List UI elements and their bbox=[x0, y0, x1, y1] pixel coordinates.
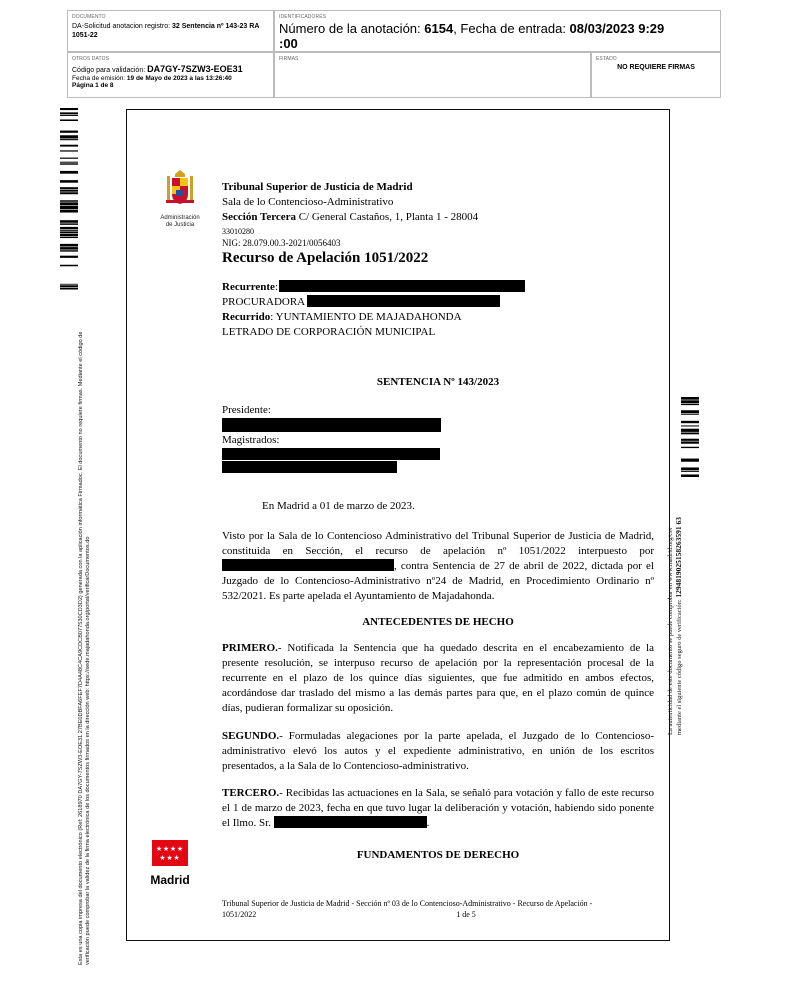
barcode-bar bbox=[60, 108, 78, 110]
barcode-bar bbox=[681, 425, 699, 426]
admin-justicia-label: Administración de Justicia bbox=[160, 215, 200, 228]
barcode-bar bbox=[681, 432, 699, 434]
barcode-bar bbox=[60, 163, 78, 164]
barcode-bar bbox=[60, 237, 78, 238]
barcode-bar bbox=[60, 231, 78, 233]
verification-text: La autenticidad de este documento se puede comprobar en www.madrid.org/csv mediante el siguiente código seguro de verificación: 1294819025158263591 63 bbox=[667, 517, 683, 735]
recurrido: Recurrido: YUNTAMIENTO DE MAJADAHONDA bbox=[222, 311, 462, 323]
barcode-bar bbox=[681, 400, 699, 403]
presidente-label: Presidente: bbox=[222, 404, 271, 416]
barcode-bar bbox=[60, 234, 78, 236]
document-box bbox=[67, 10, 274, 52]
redaction bbox=[222, 559, 394, 571]
barcode-bar bbox=[60, 115, 78, 116]
barcode-bar bbox=[60, 187, 78, 189]
fecha: En Madrid a 01 de marzo de 2023. bbox=[262, 500, 415, 512]
barcode-bar bbox=[60, 244, 78, 247]
barcode-bar bbox=[681, 474, 699, 477]
fundamentos-title: FUNDAMENTOS DE DERECHO bbox=[356, 849, 520, 861]
recurso-title: Recurso de Apelación 1051/2022 bbox=[222, 250, 429, 266]
madrid-stars-icon bbox=[152, 840, 188, 866]
barcode-bar bbox=[60, 250, 78, 251]
redaction bbox=[222, 461, 397, 473]
barcode-bar bbox=[681, 397, 699, 400]
coat-of-arms-icon bbox=[164, 170, 196, 208]
status-value: NO REQUIERE FIRMAS bbox=[617, 64, 695, 71]
madrid-logo bbox=[150, 840, 190, 887]
procuradora: PROCURADORA bbox=[222, 295, 654, 310]
madrid-label: Madrid bbox=[150, 873, 190, 887]
svg-text:★: ★ bbox=[173, 854, 180, 862]
annotation-info: Número de la anotación: 6154, Fecha de entrada: 08/03/2023 9:29 :00 bbox=[279, 21, 665, 51]
visto-paragraph: Visto por la Sala de lo Contencioso Administrativo del Tribunal Superior de Justicia de Madrid, constituida en Sección, el recurso de apelación nº 1051/2022 interpuesto por , contra Sentencia de 27 de abril de 2022, dictada por el Juzgado de lo Contencioso-Administrativo nº24 de Madrid, en Procedimiento Ordinario nº 532/2021. Es parte apelada el Ayuntamiento de Majadahonda. bbox=[222, 530, 654, 602]
page-count: Página 1 de 8 bbox=[72, 82, 114, 89]
barcode-bar bbox=[681, 414, 699, 415]
barcode-bar bbox=[681, 441, 699, 443]
court-sala: Sala de lo Contencioso-Administrativo bbox=[222, 196, 394, 208]
primero-paragraph: PRIMERO.- Notificada la Sentencia que ha quedado descrita en el encabezamiento de la presente resolución, se interpuso recurso de apelación por la representación procesal de la recurrente en el plazo de los quince días siguientes, que fue admitido en ambos efectos, acordándose dar traslado del mismo a las demás partes para que, en el plazo común de quince días, pudieran formalizar su oposición. bbox=[222, 642, 654, 714]
document-value: DA-Solicitud anotacion registro: 32 Sentencia nº 143-23 RA 1051-22 bbox=[72, 23, 260, 39]
magistrados-label: Magistrados: bbox=[222, 434, 280, 446]
segundo-paragraph: SEGUNDO.- Formuladas alegaciones por la parte apelada, el Juzgado de lo Contencioso-administrativo elevó los autos y el expediente administrativo, en unión de los escritos presentados, a la Sala de lo Contencioso-administrativo. bbox=[222, 730, 654, 772]
redaction bbox=[274, 816, 427, 828]
barcode-bar bbox=[60, 256, 78, 258]
validation-code: Código para validación: DA7GY-7SZW3-EOE31 bbox=[72, 64, 243, 74]
recurrente: Recurrente: bbox=[222, 280, 654, 295]
barcode-bar bbox=[60, 206, 78, 209]
redaction bbox=[279, 280, 525, 292]
emission-date: Fecha de emisión: 19 de Mayo de 2023 a las 13:26:40 bbox=[72, 75, 232, 82]
barcode-bar bbox=[60, 220, 78, 223]
barcode-bar bbox=[681, 404, 699, 405]
svg-text:★: ★ bbox=[155, 845, 163, 853]
svg-text:★: ★ bbox=[169, 845, 177, 853]
document-page bbox=[126, 109, 670, 941]
barcode-bar bbox=[60, 202, 78, 205]
svg-text:★: ★ bbox=[176, 845, 184, 853]
page-footer: Tribunal Superior de Justicia de Madrid - Sección nº 03 de lo Contencioso-Administrativo - Recurso de Apelación - 1051/2022 1 de 5 bbox=[222, 899, 593, 919]
barcode-bar bbox=[60, 284, 78, 285]
svg-text:★: ★ bbox=[162, 845, 170, 853]
identifiers-box bbox=[274, 10, 721, 52]
svg-text:★: ★ bbox=[159, 854, 166, 862]
sentencia-title: SENTENCIA Nº 143/2023 bbox=[376, 376, 500, 388]
other-data-label: OTROS DATOS bbox=[72, 56, 110, 62]
barcode-bar bbox=[60, 192, 78, 194]
right-barcode bbox=[681, 397, 699, 477]
parties bbox=[222, 280, 654, 340]
barcode-bar bbox=[60, 145, 78, 147]
court-header bbox=[222, 180, 654, 267]
court-name: Tribunal Superior de Justicia de Madrid bbox=[222, 181, 413, 193]
barcode-bar bbox=[681, 439, 699, 441]
barcode-bar bbox=[60, 158, 78, 159]
barcode-bar bbox=[60, 162, 78, 163]
side-verification-text: Esta es una copia impresa del documento electrónico (Ref: 2618970 DA7GY-7SZW3-EOE31 27BE0DBFA6FEF7D4A48C4CA9CDCB077530CD3D2) generada con la aplicación informática Firmadoc. El documento no requiere firmas. Mediante el código de verificación puede comprobar la validez de la firma electrónica de los documentos firmados en la dirección web: https://sede.majadahonda.org/portal/verificarDocumentos.do bbox=[78, 331, 91, 965]
judges bbox=[222, 403, 654, 474]
barcode-bar bbox=[60, 285, 78, 287]
barcode-bar bbox=[60, 247, 78, 250]
redaction bbox=[307, 295, 500, 307]
court-code: 33010280 bbox=[222, 227, 254, 236]
signatures-label: FIRMAS bbox=[279, 56, 299, 62]
page-number: 1 de 5 bbox=[456, 910, 476, 919]
barcode-bar bbox=[60, 139, 78, 140]
barcode-bar bbox=[681, 410, 699, 413]
court-nig: NIG: 28.079.00.3-2021/0056403 bbox=[222, 238, 341, 248]
letrado: LETRADO DE CORPORACIÓN MUNICIPAL bbox=[222, 326, 436, 338]
identifiers-label: IDENTIFICADORES bbox=[279, 14, 327, 20]
status-box bbox=[591, 52, 721, 98]
justice-logo bbox=[152, 170, 208, 229]
barcode-bar bbox=[60, 131, 78, 133]
status-label: ESTADO bbox=[596, 56, 617, 62]
barcode-bar bbox=[60, 227, 78, 229]
barcode-bar bbox=[60, 119, 78, 121]
barcode-bar bbox=[60, 190, 78, 192]
redaction bbox=[222, 418, 441, 432]
antecedentes-title: ANTECEDENTES DE HECHO bbox=[362, 616, 514, 628]
barcode-bar bbox=[681, 429, 699, 432]
other-data-box bbox=[67, 52, 274, 98]
barcode-bar bbox=[60, 171, 78, 174]
svg-text:★: ★ bbox=[166, 854, 173, 862]
barcode-bar bbox=[681, 421, 699, 423]
barcode-bar bbox=[681, 467, 699, 470]
barcode-bar bbox=[60, 180, 78, 183]
barcode-bar bbox=[60, 135, 78, 138]
barcode-bar bbox=[60, 288, 78, 290]
court-seccion: Sección Tercera C/ General Castaños, 1, Planta 1 - 28004 bbox=[222, 211, 479, 223]
barcode-bar bbox=[60, 150, 78, 151]
barcode-bar bbox=[60, 112, 78, 114]
barcode-bar bbox=[60, 210, 78, 213]
document-label: DOCUMENTO bbox=[72, 14, 106, 20]
barcode-bar bbox=[60, 223, 78, 224]
barcode-bar bbox=[681, 459, 699, 462]
barcode-bar bbox=[60, 200, 78, 202]
barcode-bar bbox=[60, 230, 78, 231]
barcode-bar bbox=[681, 447, 699, 448]
tercero-paragraph: TERCERO.- Recibidas las actuaciones en la Sala, se señaló para votación y fallo de este recurso el 1 de marzo de 2023, fecha en que tuvo lugar la deliberación y votación, habiendo sido ponente el Ilmo. Sr. . bbox=[222, 787, 654, 829]
barcode-bar bbox=[60, 265, 78, 267]
redaction bbox=[222, 448, 440, 460]
signatures-box bbox=[274, 52, 591, 98]
barcode-bar bbox=[681, 471, 699, 472]
